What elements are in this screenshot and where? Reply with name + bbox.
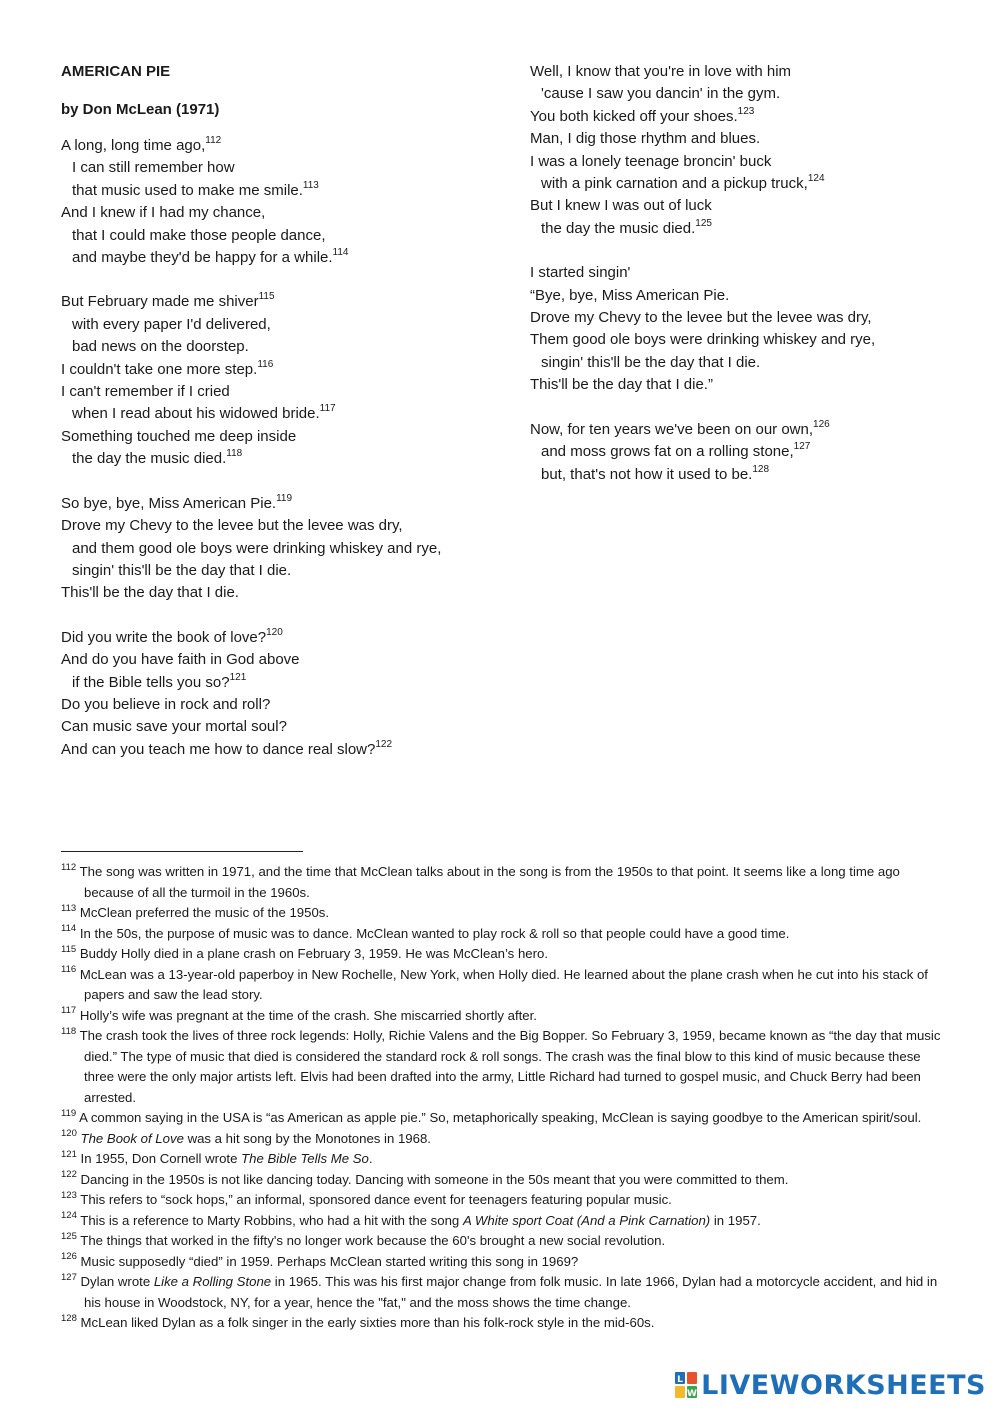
footnote bbox=[61, 1313, 951, 1334]
lyric-line bbox=[61, 247, 501, 269]
lyric-line bbox=[61, 225, 501, 247]
lyric-text: that music used to make me smile. bbox=[72, 181, 303, 199]
lyric-text: with a pink carnation and a pickup truck, bbox=[541, 175, 808, 193]
lyric-text: I couldn't take one more step. bbox=[61, 360, 258, 378]
footnote-ref[interactable]: 120 bbox=[266, 626, 283, 638]
lyric-text: And I knew if I had my chance, bbox=[61, 204, 266, 222]
lyric-line bbox=[61, 582, 501, 604]
footnote-number: 124 bbox=[61, 1210, 77, 1222]
lyric-text: Well, I know that you're in love with him bbox=[530, 63, 792, 80]
footnote-ref[interactable]: 119 bbox=[276, 492, 293, 504]
footnote-number: 114 bbox=[61, 923, 77, 935]
footnote-text: in 1957. bbox=[710, 1212, 761, 1228]
footnote-ref[interactable]: 123 bbox=[737, 105, 755, 117]
lyric-text: the day the music died. bbox=[541, 219, 696, 237]
liveworksheets-logo-icon bbox=[675, 1372, 697, 1398]
footnote-text: A common saying in the USA is “as American as apple pie.” So, metaphorically speaking, McClean is saying goodbye to the American spirit/soul. bbox=[79, 1110, 922, 1125]
lyric-line bbox=[61, 739, 501, 761]
lyric-text: I can't remember if I cried bbox=[61, 383, 230, 401]
footnote-text: McLean liked Dylan as a folk singer in the early sixties more than his folk-rock style in the mid-60s. bbox=[80, 1315, 655, 1330]
footnote-text: This refers to “sock hops,” an informal, sponsored dance event for teenagers featuring popular music. bbox=[80, 1192, 672, 1207]
logo-tile-2 bbox=[687, 1372, 697, 1384]
lyric-text: But I knew I was out of luck bbox=[530, 197, 712, 215]
footnote-text: Buddy Holly died in a plane crash on February 3, 1959. He was McClean’s hero. bbox=[79, 946, 548, 961]
lyric-line bbox=[530, 307, 970, 329]
lyric-line bbox=[61, 381, 501, 403]
lyric-line bbox=[61, 649, 501, 671]
footnote-text: The song was written in 1971, and the time that McClean talks about in the song is from the 1950s to that point. It seems like a long time ago because of all the turmoil in the 1960s. bbox=[79, 864, 900, 900]
footnote-title: The Bible Tells Me So bbox=[241, 1151, 369, 1166]
footnote-text: was a hit song by the Monotones in 1968. bbox=[183, 1130, 431, 1146]
lyric-line bbox=[530, 151, 970, 173]
footnote-divider bbox=[61, 851, 303, 852]
lyric-line bbox=[530, 83, 970, 105]
footnote bbox=[61, 1006, 951, 1027]
lyric-text: And can you teach me how to dance real slow? bbox=[61, 740, 376, 758]
lyric-text: And do you have faith in God above bbox=[61, 651, 300, 669]
footnote bbox=[61, 1211, 951, 1232]
right-column bbox=[530, 61, 970, 508]
footnote bbox=[61, 944, 951, 965]
stanza bbox=[61, 291, 501, 470]
footnote-ref[interactable]: 128 bbox=[752, 463, 770, 475]
lyric-line bbox=[530, 441, 970, 463]
lyric-text: Now, for ten years we've been on our own, bbox=[530, 420, 814, 438]
footnote-text: This is a reference to Marty Robbins, who had a hit with the song bbox=[80, 1212, 463, 1228]
lyric-line bbox=[61, 202, 501, 224]
logo-tile-3 bbox=[675, 1386, 685, 1398]
lyric-text: Did you write the book of love? bbox=[61, 628, 267, 646]
lyric-line bbox=[61, 694, 501, 716]
lyric-text: Something touched me deep inside bbox=[61, 427, 297, 445]
lyric-text: singin' this'll be the day that I die. bbox=[541, 353, 761, 371]
stanza bbox=[61, 627, 501, 761]
lyric-text: A long, long time ago, bbox=[61, 137, 206, 154]
footnote-text: Holly’s wife was pregnant at the time of the crash. She miscarried shortly after. bbox=[79, 1007, 537, 1023]
footnote-number: 119 bbox=[61, 1107, 77, 1119]
lyric-line bbox=[61, 493, 501, 515]
lyric-line bbox=[61, 627, 501, 649]
footnote-number: 116 bbox=[61, 964, 77, 976]
footnote bbox=[61, 924, 951, 945]
lyric-line bbox=[530, 374, 970, 396]
lyric-line bbox=[61, 672, 501, 694]
footnote-ref[interactable]: 125 bbox=[695, 217, 712, 229]
lyric-text: Them good ole boys were drinking whiskey and rye, bbox=[530, 331, 876, 349]
lyric-line bbox=[61, 538, 501, 560]
lyric-text: Drove my Chevy to the levee but the levee was dry, bbox=[61, 517, 403, 535]
lyric-line bbox=[530, 419, 970, 441]
lyric-line bbox=[61, 403, 501, 425]
footnote-title: The Book of Love bbox=[80, 1130, 184, 1146]
lyric-text: when I read about his widowed bride. bbox=[72, 405, 320, 423]
footnote-ref[interactable]: 117 bbox=[319, 403, 336, 415]
footnote-text: Dylan wrote bbox=[80, 1274, 154, 1289]
lyric-line bbox=[61, 135, 501, 157]
lyric-text: and moss grows fat on a rolling stone, bbox=[541, 443, 794, 461]
lyric-line bbox=[530, 218, 970, 240]
lyric-text: This'll be the day that I die. bbox=[61, 584, 239, 602]
lyric-text: You both kicked off your shoes. bbox=[530, 107, 738, 125]
stanza bbox=[61, 135, 501, 269]
footnote-title: Like a Rolling Stone bbox=[153, 1274, 272, 1289]
footnote-ref[interactable]: 126 bbox=[813, 418, 830, 430]
footnote-ref[interactable]: 122 bbox=[375, 738, 393, 750]
lyric-text: But February made me shiver bbox=[61, 293, 259, 311]
lyric-text: “Bye, bye, Miss American Pie. bbox=[530, 286, 730, 304]
footnote-text: in 1965. This was his first major change from folk music. In late 1966, Dylan had a motorcycle accident, and hid in his house in Woodstock, NY, for a year, hence the "fat," and the moss shows the time change. bbox=[84, 1274, 938, 1310]
lyric-line bbox=[530, 106, 970, 128]
right-lyrics bbox=[530, 61, 970, 486]
footnote bbox=[61, 1231, 951, 1252]
left-lyrics bbox=[61, 135, 501, 761]
lyric-text: I started singin' bbox=[530, 264, 631, 282]
lyric-text: but, that's not how it used to be. bbox=[541, 465, 753, 483]
lyric-line bbox=[530, 329, 970, 351]
lyric-line bbox=[61, 448, 501, 470]
footnote-title: A White sport Coat (And a Pink Carnation) bbox=[462, 1212, 711, 1228]
lyric-text: if the Bible tells you so? bbox=[72, 673, 230, 691]
lyric-text: Drove my Chevy to the levee but the levee was dry, bbox=[530, 309, 872, 327]
lyric-line bbox=[61, 336, 501, 358]
footnote-ref[interactable]: 115 bbox=[258, 291, 275, 303]
lyric-line bbox=[530, 61, 970, 83]
stanza bbox=[530, 61, 970, 240]
lyric-text: So bye, bye, Miss American Pie. bbox=[61, 494, 277, 512]
lyric-text: Man, I dig those rhythm and blues. bbox=[530, 130, 761, 148]
footnote-text: Music supposedly “died” in 1959. Perhaps McClean started writing this song in 1969? bbox=[80, 1253, 579, 1269]
footnote bbox=[61, 1170, 951, 1191]
lyric-line bbox=[61, 426, 501, 448]
footnote-ref[interactable]: 121 bbox=[229, 671, 247, 683]
lyric-line bbox=[61, 560, 501, 582]
song-byline: by Don McLean (1971) bbox=[61, 101, 220, 118]
lyric-line bbox=[61, 716, 501, 738]
stanza bbox=[61, 493, 501, 605]
lyric-text: Can music save your mortal soul? bbox=[61, 718, 287, 736]
footnote-ref[interactable]: 116 bbox=[257, 358, 274, 370]
footnote-ref[interactable]: 112 bbox=[205, 135, 222, 146]
lyric-line bbox=[61, 314, 501, 336]
footnote-ref[interactable]: 118 bbox=[226, 448, 243, 460]
lyric-line bbox=[530, 285, 970, 307]
lyric-line bbox=[530, 262, 970, 284]
lyric-text: that I could make those people dance, bbox=[72, 226, 326, 244]
lyric-line bbox=[530, 128, 970, 150]
footnote-text: The crash took the lives of three rock legends: Holly, Richie Valens and the Big Bopper. So February 3, 1959, became known as “the day that music died.” The type of music that died is considered the standard rock & roll songs. The crash was the final blow to this kind of music because these three were the only major artists left. Elvis had been drafted into the army, Little Richard had turned to gospel music, and Chuck Berry had been arrested. bbox=[79, 1028, 941, 1105]
footnote-ref[interactable]: 124 bbox=[807, 173, 825, 185]
footnote-number: 122 bbox=[61, 1169, 77, 1181]
footnote-number: 113 bbox=[61, 902, 77, 914]
lyric-text: singin' this'll be the day that I die. bbox=[72, 561, 292, 579]
footnote-number: 121 bbox=[61, 1148, 77, 1160]
footnote-text: In the 50s, the purpose of music was to dance. McClean wanted to play rock & roll so that people could have a good time. bbox=[79, 925, 790, 941]
footnote-text: Dancing in the 1950s is not like dancing today. Dancing with someone in the 50s meant that you were committed to them. bbox=[80, 1171, 789, 1187]
lyric-text: I can still remember how bbox=[72, 159, 235, 177]
footnote bbox=[61, 1272, 951, 1313]
footnote-number: 112 bbox=[61, 861, 77, 873]
lyric-line bbox=[530, 464, 970, 486]
footnote-ref[interactable]: 114 bbox=[332, 247, 349, 259]
footnote-text: In 1955, Don Cornell wrote bbox=[80, 1151, 242, 1166]
footnote bbox=[61, 862, 951, 903]
footnote-number: 117 bbox=[61, 1005, 77, 1017]
lyric-text: with every paper I'd delivered, bbox=[72, 315, 271, 333]
stanza bbox=[530, 419, 970, 486]
footnote-number: 127 bbox=[61, 1271, 77, 1283]
lyric-line bbox=[530, 352, 970, 374]
lyric-line bbox=[61, 157, 501, 179]
lyric-line bbox=[61, 359, 501, 381]
liveworksheets-logo bbox=[675, 1370, 986, 1400]
footnote-number: 118 bbox=[61, 1025, 77, 1037]
lyric-text: This'll be the day that I die.” bbox=[530, 376, 713, 394]
footnote-ref[interactable]: 127 bbox=[793, 441, 811, 453]
footnote-ref[interactable]: 113 bbox=[302, 179, 319, 191]
stanza bbox=[530, 262, 970, 396]
left-column bbox=[61, 61, 501, 783]
footnote-number: 120 bbox=[61, 1128, 77, 1140]
footnote bbox=[61, 1252, 951, 1273]
footnote-text: McLean was a 13-year-old paperboy in New Rochelle, New York, when Holly died. He learned about the plane crash when he cut into his stack of papers and saw the lead story. bbox=[79, 966, 928, 1002]
footnote-text: McClean preferred the music of the 1950s. bbox=[79, 905, 330, 920]
lyric-line bbox=[530, 173, 970, 195]
footnote-number: 128 bbox=[61, 1312, 77, 1324]
lyric-text: I was a lonely teenage broncin' buck bbox=[530, 152, 772, 170]
footnote bbox=[61, 1026, 951, 1108]
lyric-line bbox=[530, 195, 970, 217]
footnote bbox=[61, 965, 951, 1006]
footnote-text: . bbox=[368, 1151, 373, 1166]
lyric-text: and maybe they'd be happy for a while. bbox=[72, 249, 333, 267]
lyric-text: the day the music died. bbox=[72, 450, 227, 468]
logo-letter-l: L bbox=[677, 1375, 684, 1385]
lyric-text: and them good ole boys were drinking whiskey and rye, bbox=[72, 539, 442, 557]
lyric-text: 'cause I saw you dancin' in the gym. bbox=[541, 85, 781, 103]
song-title: AMERICAN PIE bbox=[61, 63, 171, 80]
lyric-line bbox=[61, 291, 501, 313]
footnote-number: 125 bbox=[61, 1230, 77, 1242]
lyric-line bbox=[61, 180, 501, 202]
footnote-number: 123 bbox=[61, 1189, 77, 1201]
footnote bbox=[61, 1129, 951, 1150]
footnote bbox=[61, 903, 951, 924]
footnotes bbox=[61, 862, 951, 1334]
footnote bbox=[61, 1108, 951, 1129]
footnote-number: 115 bbox=[61, 943, 77, 955]
lyric-line bbox=[61, 515, 501, 537]
liveworksheets-wordmark: LIVEWORKSHEETS bbox=[701, 1369, 986, 1401]
footnote-text: The things that worked in the fifty's no longer work because the 60's brought a new social revolution. bbox=[80, 1233, 666, 1248]
lyric-text: bad news on the doorstep. bbox=[72, 338, 249, 356]
footnote bbox=[61, 1149, 951, 1170]
lyric-text: Do you believe in rock and roll? bbox=[61, 695, 271, 713]
logo-letter-w: W bbox=[687, 1389, 698, 1398]
footnote bbox=[61, 1190, 951, 1211]
footnote-number: 126 bbox=[61, 1251, 77, 1263]
